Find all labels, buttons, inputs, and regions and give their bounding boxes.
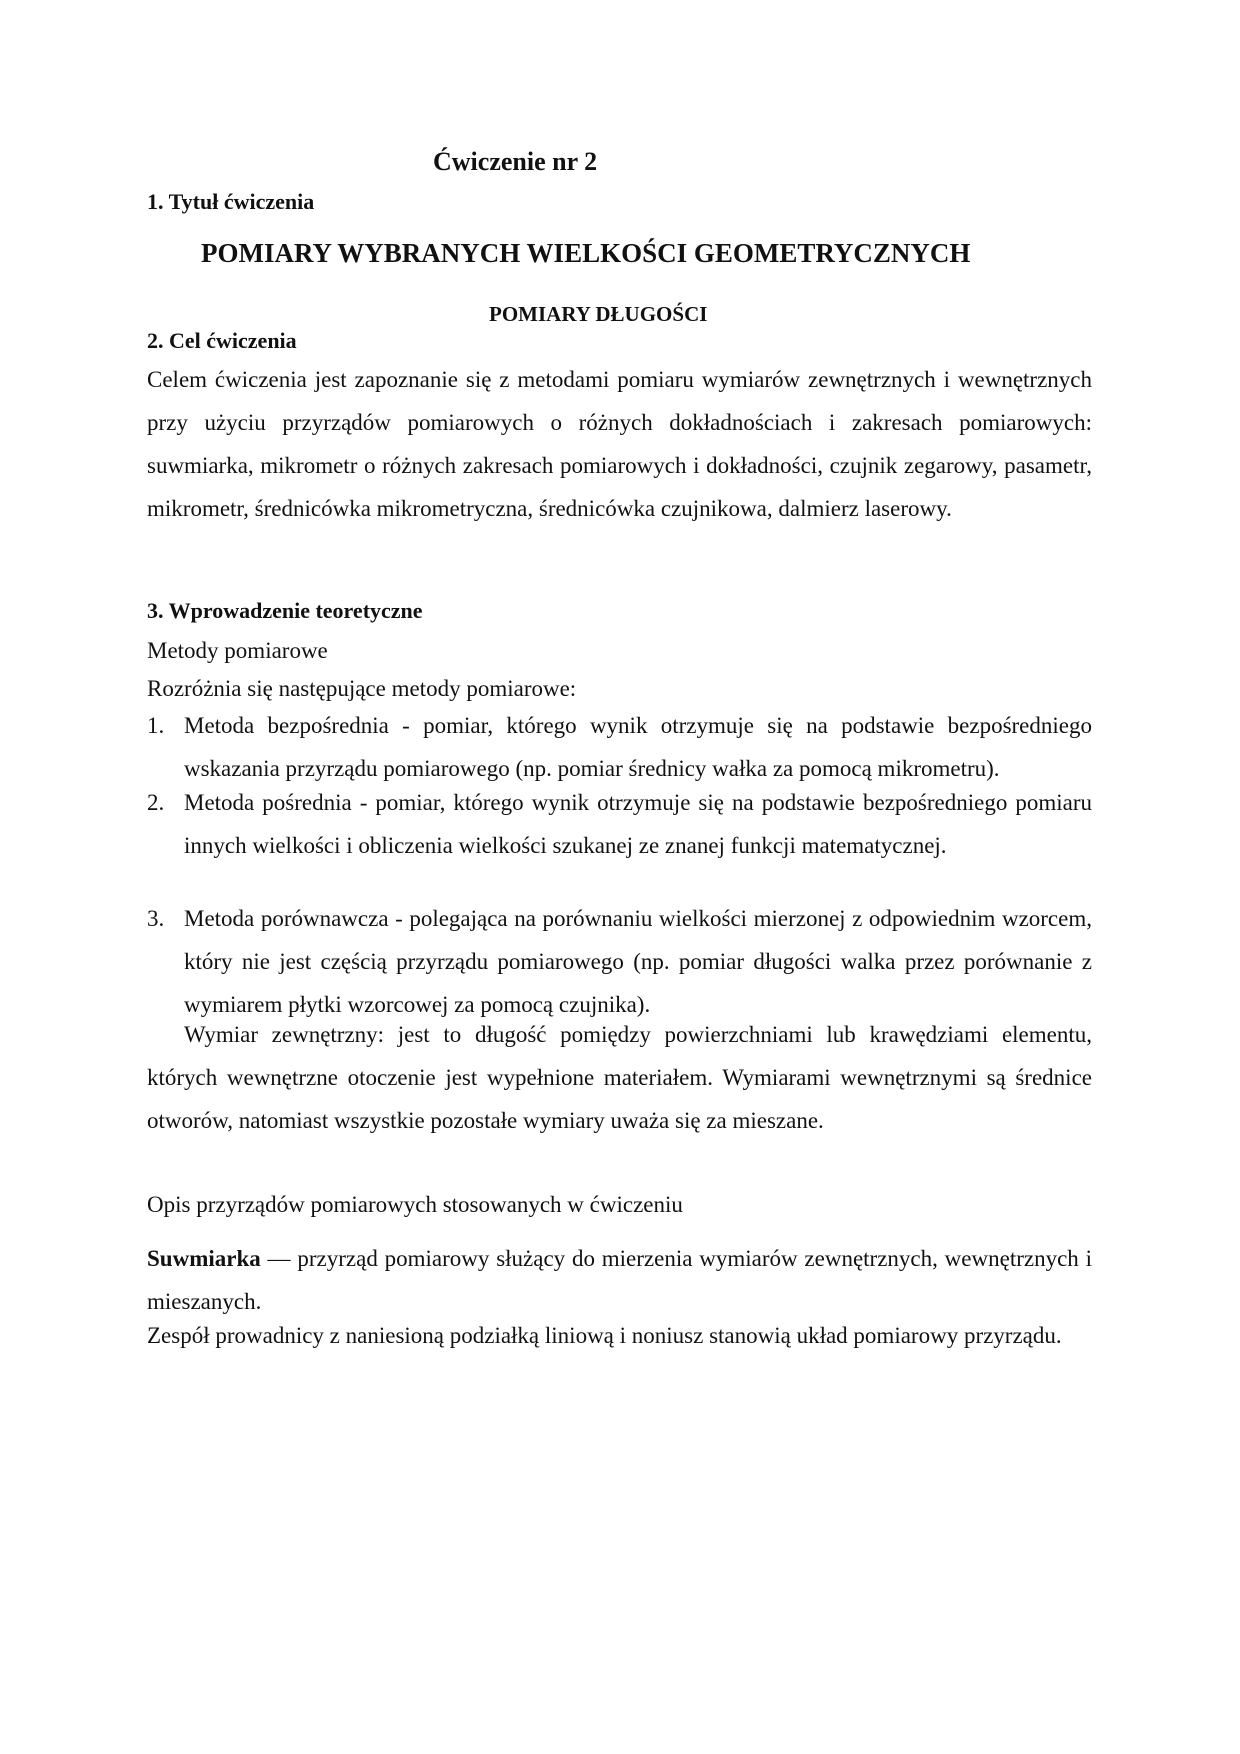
document-title: Ćwiczenie nr 2 (433, 147, 598, 176)
instruments-heading: Opis przyrządów pomiarowych stosowanych w ćwiczeniu (147, 1192, 683, 1217)
suwmiarka-term: Suwmiarka (147, 1246, 261, 1271)
method-text: Metoda pośrednia - pomiar, którego wynik otrzymuje się na podstawie bezpośredniego pomiaru innych wielkości i obliczenia wielkości szukanej ze znanej funkcji matematycznej. (184, 790, 1092, 858)
goal-paragraph: Celem ćwiczenia jest zapoznanie się z metodami pomiaru wymiarów zewnętrznych i wewnętrznych przy użyciu przyrządów pomiarowych o różnych dokładnościach i zakresach pomiarowych: suwmiarka, mikrometr o różnych zakresach pomiarowych i dokładności, czujnik zegarowy, pasametr, mikrometr, średnicówka mikrometryczna, średnicówka czujnikowa, dalmierz laserowy. (147, 367, 1092, 521)
section-heading-title: 1. Tytuł ćwiczenia (147, 189, 315, 214)
dimension-paragraph: Wymiar zewnętrzny: jest to długość pomiędzy powierzchniami lub krawędziami elementu, których wewnętrzne otoczenie jest wypełnione materiałem. Wymiarami wewnętrznymi są średnice otworów, natomiast wszystkie pozostałe wymiary uważa się za mieszane. (147, 1022, 1092, 1133)
suwmiarka-definition (147, 1237, 1092, 1323)
section-heading-goal: 2. Cel ćwiczenia (147, 328, 297, 353)
exercise-main-title: POMIARY WYBRANYCH WIELKOŚCI GEOMETRYCZNYCH (201, 238, 971, 268)
suwmiarka-description: — przyrząd pomiarowy służący do mierzenia wymiarów zewnętrznych, wewnętrznych i mieszanych. (147, 1246, 1092, 1314)
method-item-indirect (147, 781, 1092, 867)
method-number: 3. (147, 906, 165, 931)
method-item-comparative (147, 897, 1092, 1026)
method-number: 1. (147, 713, 165, 738)
method-number: 2. (147, 790, 165, 815)
methods-intro: Rozróżnia się następujące metody pomiarowe: (147, 676, 577, 701)
method-text: Metoda bezpośrednia - pomiar, którego wynik otrzymuje się na podstawie bezpośredniego wskazania przyrządu pomiarowego (np. pomiar średnicy wałka za pomocą mikrometru). (184, 713, 1092, 781)
method-item-direct (147, 704, 1092, 790)
methods-subheading: Metody pomiarowe (147, 638, 328, 663)
section-heading-theory: 3. Wprowadzenie teoretyczne (147, 598, 423, 623)
method-text: Metoda porównawcza - polegająca na porównaniu wielkości mierzonej z odpowiednim wzorcem, który nie jest częścią przyrządu pomiarowego (np. pomiar długości walka przez porównanie z wymiarem płytki wzorcowej za pomocą czujnika). (184, 906, 1092, 1017)
suwmiarka-paragraph: Zespół prowadnicy z naniesioną podziałką liniową i noniusz stanowią układ pomiarowy przyrządu. (147, 1323, 1062, 1348)
exercise-subtitle: POMIARY DŁUGOŚCI (489, 302, 708, 326)
